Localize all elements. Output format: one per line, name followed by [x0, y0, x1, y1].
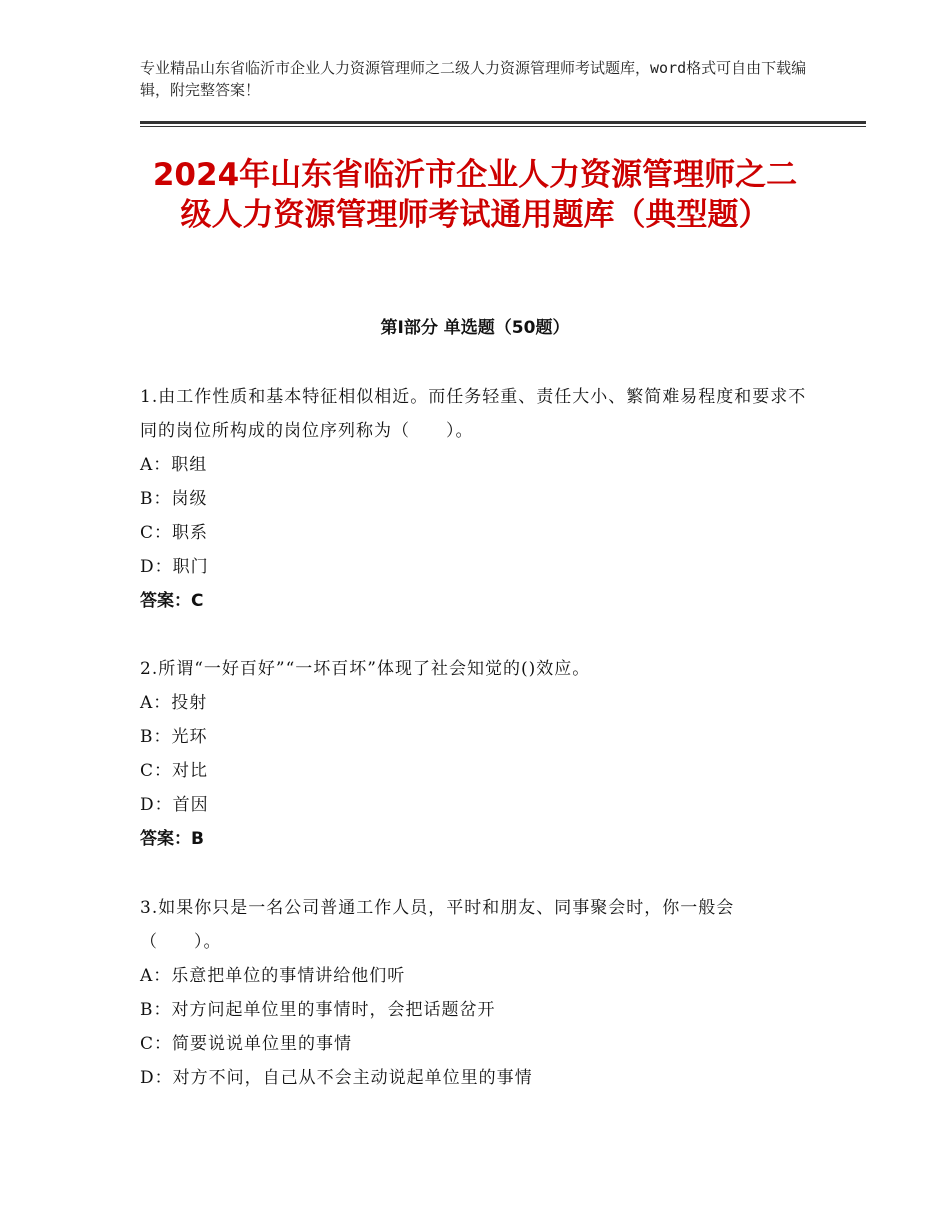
option-d: D：首因	[140, 795, 209, 815]
option-b: B：对方问起单位里的事情时，会把话题岔开	[140, 1000, 496, 1020]
header-rule-thin	[140, 126, 866, 127]
option-a: A：职组	[140, 455, 208, 475]
question-stem: 3.如果你只是一名公司普通工作人员，平时和朋友、同事聚会时，你一般会（ ）。	[140, 898, 735, 952]
option-c: C：职系	[140, 523, 209, 543]
document-title: 2024年山东省临沂市企业人力资源管理师之二级人力资源管理师考试通用题库（典型题）	[152, 157, 798, 233]
option-d: D：对方不问，自己从不会主动说起单位里的事情	[140, 1068, 533, 1088]
option-b: B：光环	[140, 727, 208, 747]
question-3	[140, 891, 810, 1095]
answer: 答案：C	[140, 591, 204, 611]
question-stem: 1.由工作性质和基本特征相似相近。而任务轻重、责任大小、繁简难易程度和要求不同的岗位所构成的岗位序列称为（ ）。	[140, 387, 807, 441]
option-a: A：投射	[140, 693, 208, 713]
answer: 答案：B	[140, 829, 204, 849]
question-stem: 2.所谓“一好百好”“一坏百坏”体现了社会知觉的()效应。	[140, 659, 591, 679]
option-a: A：乐意把单位的事情讲给他们听	[140, 966, 406, 986]
question-1	[140, 380, 810, 618]
option-c: C：对比	[140, 761, 209, 781]
option-c: C：简要说说单位里的事情	[140, 1034, 353, 1054]
question-2	[140, 652, 810, 856]
option-b: B：岗级	[140, 489, 208, 509]
section-title: 第Ⅰ部分 单选题（50题）	[380, 318, 570, 338]
option-d: D：职门	[140, 557, 209, 577]
header-rule-thick	[140, 121, 866, 124]
header-note: 专业精品山东省临沂市企业人力资源管理师之二级人力资源管理师考试题库，word格式可自由下载编辑，附完整答案！	[140, 59, 807, 99]
